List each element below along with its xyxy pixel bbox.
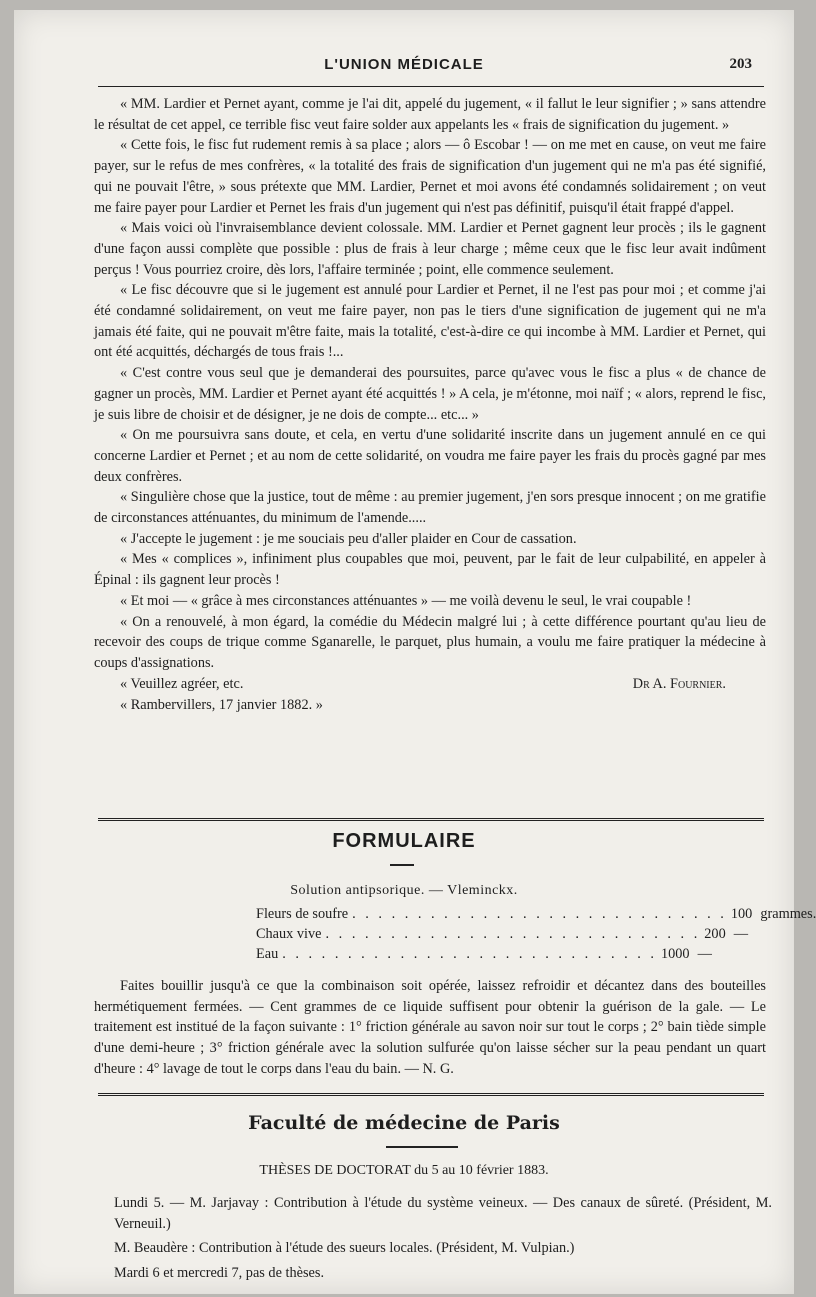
leader-dots: . . . . . . . . . . . . . . . . . . . . . . . . . . . . . — [352, 906, 727, 922]
ingredient-unit: grammes. — [760, 906, 816, 922]
ingredient-row — [256, 906, 816, 926]
leader-dots: . . . . . . . . . . . . . . . . . . . . . . . . . . . . . — [282, 946, 657, 962]
letter-body — [94, 94, 766, 715]
letter-paragraph: « MM. Lardier et Pernet ayant, comme je l'ai dit, appelé du jugement, « il fallut le leur signifier ; » sans attendre le résultat de cet appel, ce terrible fisc veut faire solder aux appelants les « frais de signification du jugement. » — [94, 96, 766, 133]
formulaire-title: FORMULAIRE — [332, 830, 476, 852]
ingredient-quantity: 1000 — [660, 946, 690, 962]
header-rule — [98, 86, 764, 87]
theses-list — [114, 1193, 772, 1288]
letter-paragraph: « Singulière chose que la justice, tout de même : au premier jugement, j'en sors presque innocent ; on me gratifie de circonstances atténuantes, du minimum de l'amende..... — [94, 489, 766, 527]
letter-paragraph: « Cette fois, le fisc fut rudement remis à sa place ; alors — ô Escobar ! — on me met en cause, on veut me faire payer, sur le refus de mes confrères, « la totalité des frais de signification d'un jugement qui ne m'a pas été signifié, qui ne pouvait l'être, » sous prétexte que MM. Lardier, Pernet et moi avons été condamnés solidairement ; on veut me faire payer pour Lardier et Pernet les frais d'un jugement qui n'est pas définitif, puisqu'il était frappé d'appel. — [94, 137, 766, 216]
letter-paragraph: « Le fisc découvre que si le jugement est annulé pour Lardier et Pernet, il ne l'est pas pour moi ; et comme j'ai été condamné solidairement, on veut me faire payer, non pas le tiers d'une signification de jugement qui ne m'a jamais été faite, qui ne pouvait m'être faite, mais la totalité, c'est-à-dire ce qui incombe à MM. Lardier et Pernet, qui ont été acquittés, déchargés de tous frais !... — [94, 282, 766, 361]
place-date: « Rambervillers, 17 janvier 1882. » — [120, 696, 323, 713]
ingredient-name: Fleurs de soufre — [256, 906, 349, 922]
ingredient-name: Eau — [256, 946, 279, 962]
letter-paragraph: « J'accepte le jugement : je me souciais peu d'aller plaider en Cour de cassation. — [120, 530, 577, 547]
ingredients-list — [256, 906, 816, 966]
leader-dots: . . . . . . . . . . . . . . . . . . . . . . . . . . . . . — [325, 926, 701, 942]
ingredient-row — [256, 926, 749, 946]
ingredient-unit: — — [697, 946, 712, 962]
ingredient-unit: — — [733, 926, 749, 942]
ingredient-name: Chaux vive — [256, 926, 322, 942]
journal-title: L'UNION MÉDICALE — [324, 56, 484, 73]
ingredient-quantity: 200 — [704, 926, 726, 942]
letter-paragraph: « Mes « complices », infiniment plus coupables que moi, peuvent, par le fait de leur culpabilité, en appeler à Épinal : ils gagnent leur procès ! — [94, 551, 766, 589]
letter-paragraph: « Et moi — « grâce à mes circonstances atténuantes » — me voilà devenu le seul, le vrai coupable ! — [120, 592, 692, 609]
closing-formula: « Veuillez agréer, etc. — [120, 675, 244, 692]
thesis-entry: Mardi 6 et mercredi 7, pas de thèses. — [114, 1265, 325, 1282]
title-dash — [386, 1146, 458, 1148]
thesis-entry: Lundi 5. — M. Jarjavay : Contribution à l'étude du système veineux. — Des canaux de sûreté. (Président, M. Verneuil.) — [114, 1195, 772, 1232]
page-header — [14, 56, 794, 78]
letter-paragraph: « Mais voici où l'invraisemblance devient colossale. MM. Lardier et Pernet gagnent leur procès ; ils le gagnent d'une façon aussi complète que possible : plus de frais à leur charge ; même ceux que le fisc leur avait indûment perçus ! Vous pourriez croire, dès lors, l'affaire terminée ; point, elle commence seulement. — [94, 220, 766, 278]
signature: Dr A. Fournier. — [632, 675, 726, 692]
recipe-instructions — [94, 976, 766, 1080]
faculte-title: Faculté de médecine de Paris — [248, 1112, 560, 1134]
theses-heading: THÈSES DE DOCTORAT du 5 au 10 février 1883. — [259, 1163, 549, 1178]
recipe-title: Solution antipsorique. — Vleminckx. — [290, 883, 518, 898]
journal-page — [14, 10, 816, 1294]
thesis-entry: M. Beaudère : Contribution à l'étude des sueurs locales. (Président, M. Vulpian.) — [114, 1240, 575, 1257]
section-rule — [98, 818, 764, 821]
letter-paragraph: « C'est contre vous seul que je demanderai des poursuites, parce qu'avec vous le fisc a plus « de chance de gagner un procès, MM. Lardier et Pernet ayant été acquittés ! » A cela, je m'étonne, moi naïf ; « alors, reprend le fisc, je suis libre de choisir et de désigner, je ne dois de compte... etc... » — [94, 365, 766, 423]
title-dash — [390, 864, 414, 866]
letter-paragraph: « On me poursuivra sans doute, et cela, en vertu d'une solidarité inscrite dans un jugement annulé en ce qui concerne Lardier et Pernet ; et au nom de cette solidarité, on voudra me faire payer les frais du procès gagné par mes deux confrères. — [94, 427, 766, 485]
letter-paragraph: « On a renouvelé, à mon égard, la comédie du Médecin malgré lui ; à cette différence pourtant qu'au lieu de recevoir des coups de trique comme Sganarelle, le parquet, plus humain, a voulu me faire pratiquer la médecine à coups d'assignations. — [94, 613, 766, 671]
section-rule — [98, 1093, 764, 1096]
page-number: 203 — [729, 56, 752, 72]
instructions-paragraph: Faites bouillir jusqu'à ce que la combinaison soit opérée, laissez refroidir et décantez dans des bouteilles hermétiquement fermées. — Cent grammes de ce liquide suffisent pour obtenir la guérison de la gale. — Le traitement est institué de la façon suivante : 1° friction générale au savon noir sur tout le corps ; 2° bain tiède simple d'une demi-heure ; 3° friction générale avec la solution sulfurée qu'on laisse sécher sur la peau pendant un quart d'heure : 4° lavage de tout le corps dans l'eau du bain. — N. G. — [94, 978, 766, 1077]
closing-line — [94, 674, 766, 695]
ingredient-quantity: 100 — [730, 906, 753, 922]
ingredient-row — [256, 946, 712, 966]
